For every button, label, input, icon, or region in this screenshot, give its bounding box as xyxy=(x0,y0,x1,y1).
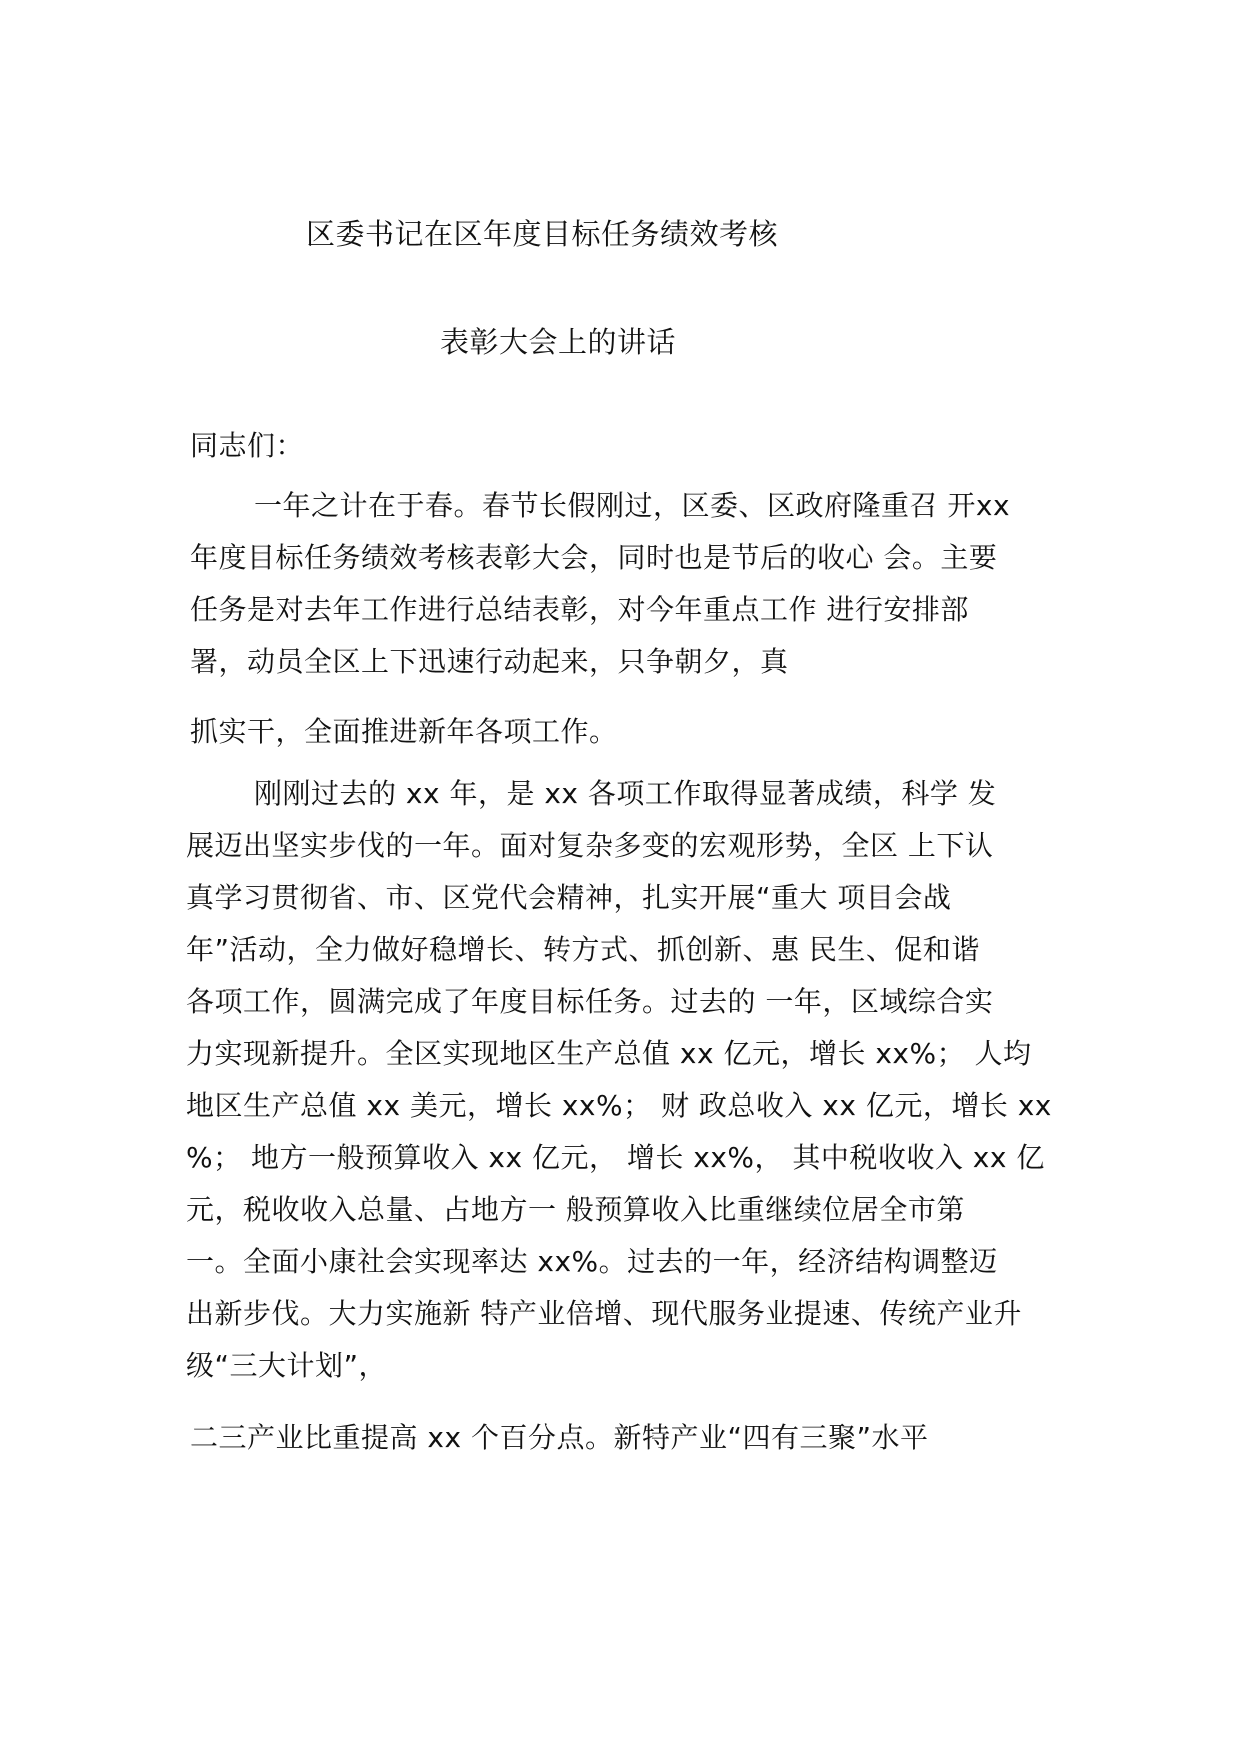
body-line: 地区生产总值 xx 美元，增长 xx%； 财 政总收入 xx 亿元，增长 xx xyxy=(186,1089,1052,1122)
body-line: 出新步伐。大力实施新 特产业倍增、现代服务业提速、传统产业升 xyxy=(186,1297,1022,1330)
body-line: %； 地方一般预算收入 xx 亿元， 增长 xx%， 其中税收收入 xx 亿 xyxy=(186,1141,1045,1174)
body-line: 一年之计在于春。春节长假刚过，区委、区政府隆重召 开xx xyxy=(254,489,1011,522)
body-line: 二三产业比重提高 xx 个百分点。新特产业“四有三聚”水平 xyxy=(190,1421,929,1454)
body-line: 任务是对去年工作进行总结表彰，对今年重点工作 进行安排部 xyxy=(190,593,969,626)
body-line: 力实现新提升。全区实现地区生产总值 xx 亿元，增长 xx%； 人均 xyxy=(186,1037,1032,1070)
body-line: 各项工作，圆满完成了年度目标任务。过去的 一年，区域综合实 xyxy=(186,985,994,1018)
body-line: 真学习贯彻省、市、区党代会精神，扎实开展“重大 项目会战 xyxy=(186,881,952,914)
body-line: 展迈出坚实步伐的一年。面对复杂多变的宏观形势，全区 上下认 xyxy=(186,829,994,862)
title-line-1: 区委书记在区年度目标任务绩效考核 xyxy=(306,217,779,251)
body-line: 年度目标任务绩效考核表彰大会，同时也是节后的收心 会。主要 xyxy=(190,541,998,574)
body-line: 一。全面小康社会实现率达 xx%。过去的一年，经济结构调整迈 xyxy=(186,1245,998,1278)
body-line: 抓实干，全面推进新年各项工作。 xyxy=(190,715,618,748)
salutation: 同志们： xyxy=(190,429,305,462)
body-line: 元，税收收入总量、占地方一 般预算收入比重继续位居全市第 xyxy=(186,1193,965,1226)
body-line: 年”活动，全力做好稳增长、转方式、抓创新、惠 民生、促和谐 xyxy=(186,933,980,966)
body-line: 刚刚过去的 xx 年，是 xx 各项工作取得显著成绩，科学 发 xyxy=(254,777,997,810)
body-line: 署，动员全区上下迅速行动起来，只争朝夕，真 xyxy=(190,645,789,678)
body-line: 级“三大计划”， xyxy=(186,1349,388,1382)
title-line-2: 表彰大会上的讲话 xyxy=(440,325,677,359)
